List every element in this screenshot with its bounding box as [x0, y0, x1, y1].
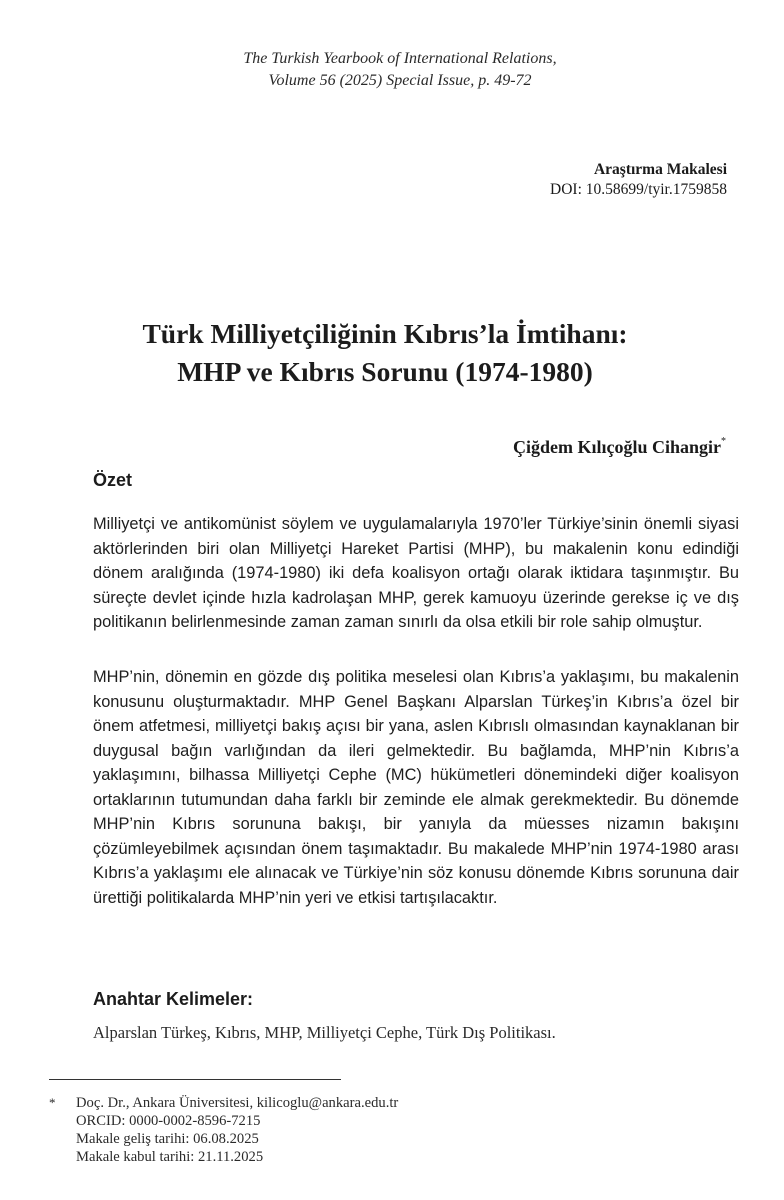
- journal-header: [200, 48, 600, 92]
- footnote-orcid: ORCID: 0000-0002-8596-7215: [76, 1113, 261, 1129]
- footnote-divider: [49, 1079, 341, 1080]
- keywords-list: Alparslan Türkeş, Kıbrıs, MHP, Milliyetçi Cephe, Türk Dış Politikası.: [93, 1023, 556, 1042]
- footnote-received-date: Makale geliş tarihi: 06.08.2025: [76, 1131, 259, 1147]
- article-title: [60, 315, 710, 391]
- article-title-line-2: MHP ve Kıbrıs Sorunu (1974-1980): [177, 356, 593, 387]
- author-name-text: Çiğdem Kılıçoğlu Cihangir: [512, 437, 721, 457]
- author-footnote-mark: *: [721, 436, 726, 447]
- article-type: Araştırma Makalesi: [593, 161, 727, 178]
- author-name: [513, 430, 726, 459]
- journal-title-line: The Turkish Yearbook of International Relations,: [243, 50, 557, 67]
- footnote-accepted-date: Makale kabul tarihi: 21.11.2025: [76, 1149, 264, 1165]
- journal-volume-line: Volume 56 (2025) Special Issue, p. 49-72: [268, 72, 532, 89]
- article-title-line-1: Türk Milliyetçiliğinin Kıbrıs’la İmtihanı:: [142, 318, 628, 349]
- footnote: [49, 1094, 649, 1166]
- abstract-paragraph-2: MHP’nin, dönemin en gözde dış politika meselesi olan Kıbrıs’a yaklaşımı, bu makalenin konusunu oluşturmaktadır. MHP Genel Başkanı Alparslan Türkeş’in Kıbrıs’a özel bir önem atfetmesi, milliyetçi bakış açısı bir yana, aslen Kıbrıslı olmasından kaynaklanan bir duygusal bağın varlığından da ileri gelmektedir. Bu bağlamda, MHP’nin Kıbrıs’a yaklaşımını, bilhassa Milliyetçi Cephe (MC) hükümetleri dönemindeki diğer koalisyon ortaklarının tutumundan daha farklı bir zeminde ele almak gerekmektedir. Bu dönemde MHP’nin Kıbrıs sorununa bakışı, bir yanıyla da müesses nizamın bakışını çözümleyebilmek açısından önem taşımaktadır. Bu makalede MHP’nin 1974-1980 arası Kıbrıs’a yaklaşımı ele alınacak ve Türkiye’nin söz konusu dönemde Kıbrıs sorununa dair ürettiği politikalarda MHP’nin yeri ve etkisi tartışılacaktır.: [93, 668, 739, 907]
- abstract-paragraph-1: Milliyetçi ve antikomünist söylem ve uygulamalarıyla 1970’ler Türkiye’sinin önemli siyasi aktörlerinden biri olan Milliyetçi Hareket Partisi (MHP), bu makalenin konu edindiği dönem aralığında (1974-1980) iki defa koalisyon ortağı olarak iktidara taşınmıştır. Bu süreçte devlet içinde hızla kadrolaşan MHP, gerek kamuoyu üzerinde gerekse iç ve dış politikanın belirlenmesinde zaman zaman sınırlı da olsa etkili bir role sahip olmuştur.: [93, 515, 739, 631]
- doi: DOI: 10.58699/tyir.1759858: [550, 181, 727, 198]
- abstract-heading: Özet: [93, 470, 133, 490]
- article-meta: [550, 160, 727, 200]
- footnote-affiliation: Doç. Dr., Ankara Üniversitesi, kilicoglu@ankara.edu.tr: [76, 1095, 399, 1111]
- footnote-mark: *: [49, 1095, 56, 1110]
- keywords-heading: Anahtar Kelimeler:: [93, 989, 254, 1009]
